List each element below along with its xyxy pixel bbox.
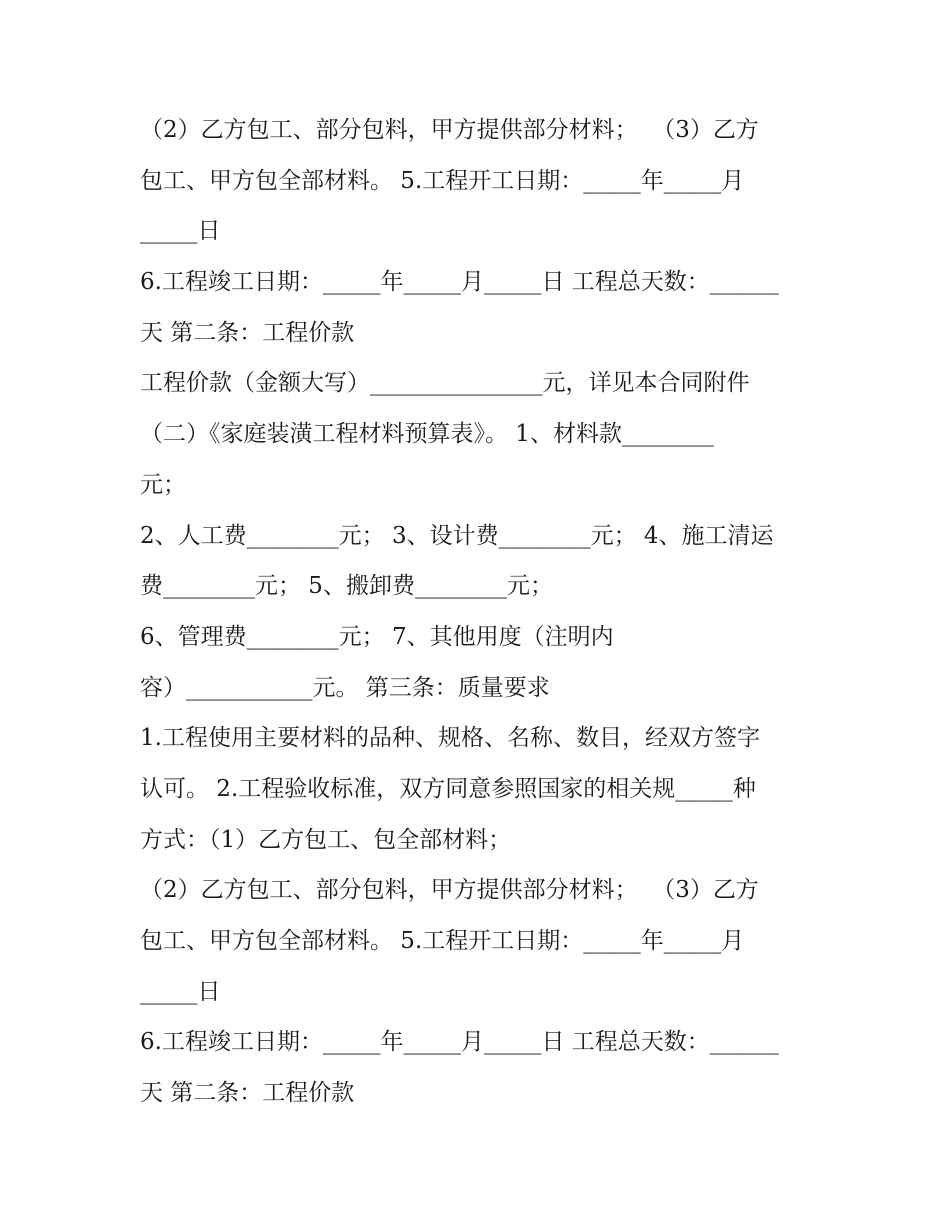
- text-line: 包工、甲方包全部材料。 5.工程开工日期：_____年_____月: [140, 928, 745, 954]
- text-line: 费________元； 5、搬卸费________元；: [140, 573, 553, 600]
- text-line: 方式：（1）乙方包工、包全部材料；: [140, 826, 512, 853]
- text-line: （二）《家庭装潢工程材料预算表》。 1、材料款________: [140, 421, 714, 448]
- text-line: 6.工程竣工日期：_____年_____月_____日 工程总天数：______: [140, 269, 779, 296]
- text-line: 天 第二条：工程价款: [140, 319, 355, 346]
- text-line: 工程价款（金额大写）_______________元，详见本合同附件: [140, 370, 750, 397]
- text-line: 2、人工费________元； 3、设计费________元； 4、施工清运: [140, 522, 774, 549]
- text-line: _____日: [140, 978, 221, 1005]
- text-line: 包工、甲方包全部材料。 5.工程开工日期：_____年_____月: [140, 167, 745, 194]
- text-line: （2）乙方包工、部分包料，甲方提供部分材料； （3）乙方: [140, 117, 759, 143]
- text-line: 元；: [140, 471, 186, 498]
- text-line: 容）___________元。 第三条：质量要求: [140, 674, 550, 701]
- text-line: _____日: [140, 218, 221, 245]
- text-line: 1.工程使用主要材料的品种、规格、名称、数目，经双方签字: [140, 725, 760, 752]
- text-line: 6、管理费________元； 7、其他用度（注明内: [140, 623, 614, 650]
- contract-text: [140, 105, 820, 1119]
- text-line: 6.工程竣工日期：_____年_____月_____日 工程总天数：______: [140, 1029, 779, 1056]
- text-line: （2）乙方包工、部分包料，甲方提供部分材料； （3）乙方: [140, 877, 759, 904]
- text-line: 天 第二条：工程价款: [140, 1080, 355, 1107]
- text-line: 认可。 2.工程验收标准，双方同意参照国家的相关规_____种: [140, 775, 756, 802]
